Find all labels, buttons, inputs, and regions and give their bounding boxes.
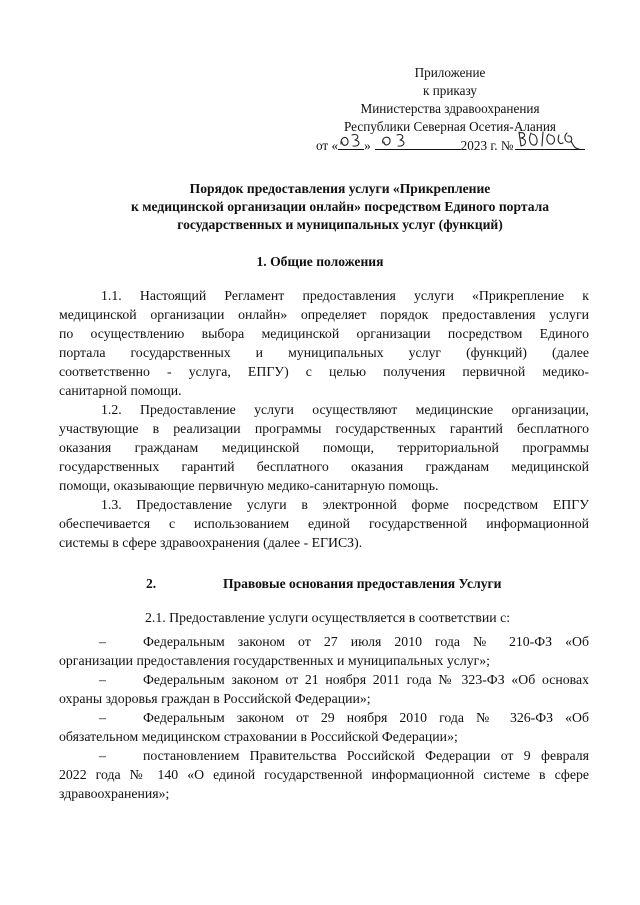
- month-field: [375, 136, 461, 150]
- title-line: государственных и муниципальных услуг (функций): [177, 217, 503, 232]
- text-line: здравоохранения»;: [59, 786, 170, 801]
- annex-line: Приложение: [414, 65, 486, 80]
- paragraph-1-1: [59, 286, 589, 400]
- section-number: 2.: [146, 576, 157, 591]
- text-line: системы в сфере здравоохранения (далее - ЕГИСЗ).: [59, 535, 363, 550]
- text-line: оказания гражданам медицинской помощи, территориальной программы: [59, 440, 589, 455]
- text-line: помощи, оказывающие первичную медико-санитарную помощь.: [59, 478, 439, 493]
- paragraph-2-1: [59, 608, 589, 627]
- paragraph-1-2: [59, 400, 589, 495]
- legal-basis-list: [59, 632, 589, 803]
- paragraph-1-3: [59, 495, 589, 552]
- list-item-text: постановлением Правительства Российской Федерации от 9 февраля: [143, 748, 589, 763]
- order-date-line: [300, 136, 600, 155]
- dash-marker: –: [99, 748, 106, 763]
- day-field: [338, 136, 364, 150]
- dash-marker: –: [99, 634, 106, 649]
- section-1-heading: 1. Общие положения: [256, 254, 384, 269]
- text-line: организации предоставления государственных и муниципальных услуг»;: [59, 653, 491, 668]
- list-item: [59, 632, 589, 651]
- section-title: Правовые основания предоставления Услуги: [223, 576, 502, 591]
- text-line: 2.1. Предоставление услуги осуществляется в соответствии с:: [145, 610, 511, 625]
- annex-line: Республики Северная Осетия-Алания: [344, 119, 556, 134]
- document-title: [60, 180, 620, 234]
- text-line: санитарной помощи.: [59, 383, 182, 398]
- dash-marker: –: [99, 710, 106, 725]
- list-item-text: Федеральным законом от 29 ноября 2010 года № 326-ФЗ «Об: [143, 710, 589, 725]
- list-item-text: Федеральным законом от 27 июля 2010 года № 210-ФЗ «Об: [143, 634, 589, 649]
- annex-line: Министерства здравоохранения: [360, 101, 540, 116]
- title-line: к медицинской организации онлайн» посредством Единого портала: [130, 199, 550, 214]
- date-year: 2023 г. №: [460, 138, 514, 153]
- text-line: 1.3. Предоставление услуги в электронной форме посредством ЕПГУ: [101, 497, 589, 512]
- title-line: Порядок предоставления услуги «Прикрепление: [189, 181, 491, 196]
- section-2-heading: [146, 576, 502, 592]
- dash-marker: –: [99, 672, 106, 687]
- list-item: [59, 708, 589, 727]
- list-item-text: Федеральным законом от 21 ноября 2011 года № 323-ФЗ «Об основах: [143, 672, 589, 687]
- list-item: [59, 670, 589, 689]
- text-line: 2022 года № 140 «О единой государственной информационной системе в сфере: [59, 767, 589, 782]
- text-line: обязательном медицинском страховании в Российской Федерации»;: [59, 729, 458, 744]
- text-line: охраны здоровья граждан в Российской Федерации»;: [59, 691, 371, 706]
- list-item: [59, 746, 589, 765]
- text-line: соответственно - услуга, ЕПГУ) с целью получения первичной медико-: [59, 364, 589, 379]
- annex-line: к приказу: [423, 83, 477, 98]
- text-line: по осуществлению выбора медицинской организации посредством Единого: [59, 326, 589, 341]
- text-line: медицинской организации онлайн» определяет порядок предоставления услуги: [59, 307, 589, 322]
- date-mid: »: [364, 138, 371, 153]
- date-prefix: от «: [316, 138, 339, 153]
- text-line: государственных гарантий бесплатного оказания гражданам медицинской: [59, 459, 589, 474]
- text-line: 1.2. Предоставление услуги осуществляют медицинские организации,: [101, 402, 589, 417]
- text-line: портала государственных и муниципальных услуг (функций) (далее: [59, 345, 589, 360]
- order-number-field: [515, 136, 585, 150]
- text-line: 1.1. Настоящий Регламент предоставления услуги «Прикрепление к: [101, 288, 589, 303]
- text-line: обеспечивается с использованием единой государственной информационной: [59, 516, 589, 531]
- annex-block: [300, 64, 600, 155]
- text-line: участвующие в реализации программы государственных гарантий бесплатного: [59, 421, 589, 436]
